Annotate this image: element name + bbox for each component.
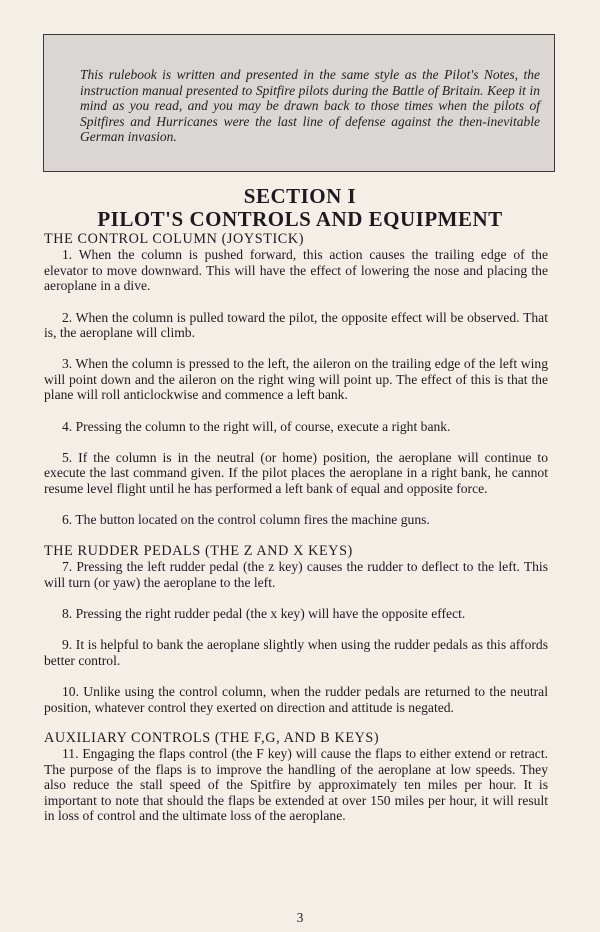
paragraph-9: 9. It is helpful to bank the aeroplane slightly when using the rudder pedals as this affords better control.	[44, 637, 548, 668]
section-title: PILOT'S CONTROLS AND EQUIPMENT	[97, 207, 503, 231]
paragraph-1: 1. When the column is pushed forward, this action causes the trailing edge of the elevator to move downward. This will have the effect of lowering the nose and placing the aeroplane in a dive.	[44, 247, 548, 294]
paragraph-7: 7. Pressing the left rudder pedal (the z key) causes the rudder to deflect to the left. This will turn (or yaw) the aeroplane to the left.	[44, 559, 548, 590]
subsection-heading-auxiliary-controls: AUXILIARY CONTROLS (THE F,G, AND B KEYS)	[44, 729, 380, 746]
paragraph-6: 6. The button located on the control column fires the machine guns.	[62, 512, 430, 528]
paragraph-11: 11. Engaging the flaps control (the F key) will cause the flaps to either extend or retract. The purpose of the flaps is to improve the handling of the aeroplane at low speeds. They also reduce the stall speed of the Spitfire by approximately ten miles per hour. It is important to note that should the flaps be extended at over 150 miles per hour, it will result in loss of control and the ultimate loss of the aeroplane.	[44, 746, 548, 823]
paragraph-5: 5. If the column is in the neutral (or home) position, the aeroplane will continue to execute the last command given. If the pilot places the aeroplane in a right bank, he cannot resume level flight until he has performed a left bank of equal and opposite force.	[44, 450, 548, 496]
paragraph-4: 4. Pressing the column to the right will, of course, execute a right bank.	[62, 418, 451, 434]
section-body	[44, 232, 548, 839]
paragraph-8: 8. Pressing the right rudder pedal (the x key) will have the opposite effect.	[62, 605, 466, 621]
paragraph-2: 2. When the column is pulled toward the pilot, the opposite effect will be observed. That is, the aeroplane will climb.	[44, 309, 548, 341]
intro-text: This rulebook is written and presented in the same style as the Pilot's Notes, the instruction manual presented to Spitfire pilots during the Battle of Britain. Keep it in mind as you read, and you may be drawn back to those times when the pilots of Spitfires and Hurricanes were the last line of defense against the then-inevitable German invasion.	[80, 67, 540, 145]
paragraph-3: 3. When the column is pressed to the left, the aileron on the trailing edge of the left wing will point down and the aileron on the right wing will point up. The effect of this is that the plane will roll anticlockwise and commence a left bank.	[44, 356, 548, 403]
paragraph-10: 10. Unlike using the control column, when the rudder pedals are returned to the neutral position, whatever control they exerted on direction and attitude is negated.	[44, 684, 548, 715]
section-number: SECTION I	[243, 184, 357, 208]
page-number: 3	[296, 910, 304, 925]
subsection-heading-rudder-pedals: THE RUDDER PEDALS (THE Z AND X KEYS)	[44, 542, 353, 559]
subsection-heading-control-column: THE CONTROL COLUMN (JOYSTICK)	[44, 231, 305, 247]
intro-box	[43, 34, 555, 172]
